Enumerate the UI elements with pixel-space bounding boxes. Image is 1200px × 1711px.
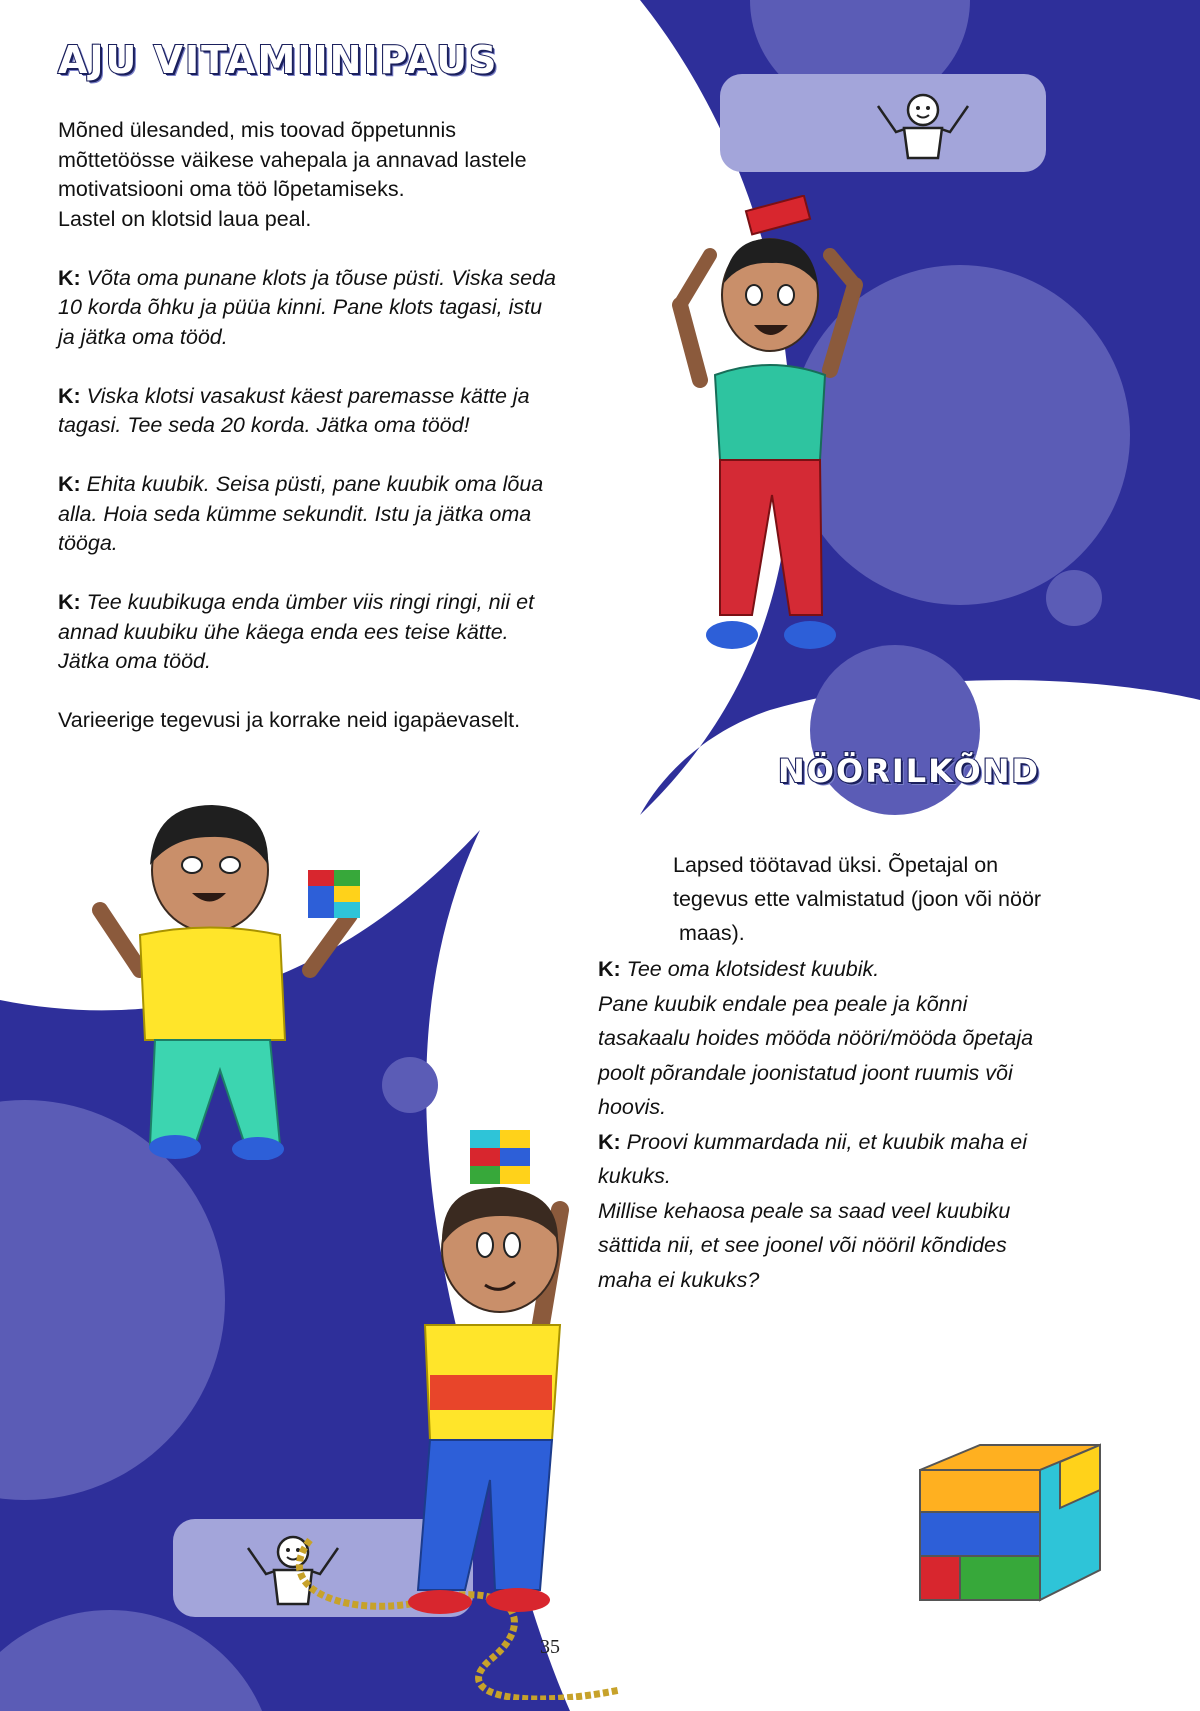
k-label: K: <box>598 957 621 981</box>
task-line: Viska klotsi vasakust käest paremasse kätte ja <box>86 383 530 408</box>
section-title-noorilkond: NÖÖRILKÕND <box>778 752 1041 790</box>
closing-line: Varieerige tegevusi ja korrake neid igapäevaselt. <box>58 708 521 732</box>
section1-body <box>58 116 658 736</box>
task-line: maha ei kukuks? <box>598 1267 760 1292</box>
task-line: ja jätka oma tööd. <box>58 324 228 349</box>
task-line: 10 korda õhku ja püüa kinni. Pane klots tagasi, istu <box>58 295 543 319</box>
boy-tossing-brick-illustration <box>660 195 880 660</box>
section2-body <box>598 952 1138 1297</box>
task-line: Millise kehaosa peale sa saad veel kuubiku <box>598 1198 1011 1223</box>
intro-line: mõttetöösse väikese vahepala ja annavad lastele <box>58 147 527 172</box>
k-label: K: <box>58 383 81 408</box>
task-line: kukuks. <box>598 1164 671 1188</box>
task-line: Jätka oma tööd. <box>58 649 211 673</box>
task-line: Proovi kummardada nii, et kuubik maha ei <box>626 1129 1028 1154</box>
brick-cube-illustration <box>910 1440 1110 1610</box>
intro-line: tegevus ette valmistatud (joon või nöör <box>673 887 1042 911</box>
task-line: Tee oma klotsidest kuubik. <box>626 957 880 981</box>
intro-line: maas). <box>679 921 745 945</box>
boy-with-cube-illustration <box>80 785 390 1160</box>
task-line: Pane kuubik endale pea peale ja kõnni <box>598 991 968 1016</box>
task-line: Tee kuubikuga enda ümber viis ringi ringi, nii et <box>86 590 535 614</box>
section-title-aju-vitamiinipaus: AJU VITAMIINIPAUS <box>58 38 499 82</box>
task-line: poolt põrandale joonistatud joont ruumis või <box>598 1060 1013 1085</box>
section2-intro <box>673 848 1133 950</box>
task-line: sättida nii, et see joonel või nööril kõndides <box>598 1233 1007 1257</box>
task-line: tagasi. Tee seda 20 korda. Jätka oma tööd! <box>58 413 470 437</box>
k-label: K: <box>58 472 81 496</box>
intro-line: motivatsiooni oma töö lõpetamiseks. <box>58 177 405 201</box>
task-paragraph <box>58 382 658 412</box>
intro-line: Lastel on klotsid laua peal. <box>58 206 312 231</box>
k-label: K: <box>58 590 81 614</box>
intro-line: Lapsed töötavad üksi. Õpetajal on <box>673 853 999 877</box>
task-line: hoovis. <box>598 1095 667 1119</box>
task-paragraph <box>598 952 1138 987</box>
task-line: annad kuubiku ühe käega enda ees teise kätte. <box>58 619 509 644</box>
task-line: tasakaalu hoides mööda nööri/mööda õpetaja <box>598 1026 1034 1050</box>
intro-line: Mõned ülesanded, mis toovad õppetunnis <box>58 118 457 142</box>
k-label: K: <box>58 265 81 290</box>
k-label: K: <box>598 1129 621 1154</box>
task-paragraph <box>58 470 658 500</box>
task-line: alla. Hoia seda kümme sekundit. Istu ja jätka oma <box>58 501 532 526</box>
task-line: Ehita kuubik. Seisa püsti, pane kuubik oma lõua <box>86 472 544 496</box>
task-paragraph <box>58 264 658 294</box>
task-paragraph <box>58 588 658 618</box>
task-line: tööga. <box>58 531 118 555</box>
waving-child-icon <box>868 88 978 160</box>
page-number: 35 <box>540 1636 560 1658</box>
task-paragraph <box>598 1125 1138 1160</box>
task-line: Võta oma punane klots ja tõuse püsti. Viska seda <box>86 265 556 290</box>
